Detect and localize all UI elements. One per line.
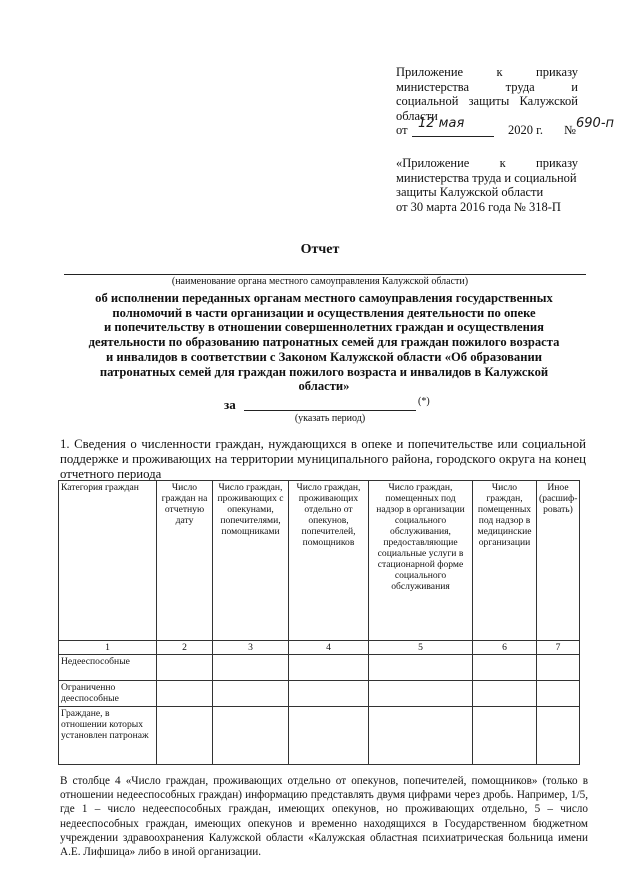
data-cell[interactable]: [369, 655, 473, 681]
table-row: [59, 655, 580, 681]
data-cell[interactable]: [157, 655, 213, 681]
column-4-note: В столбце 4 «Число граждан, проживающих отдельно от опекунов, попечителей, помощников» (только в отношении недееспособных граждан) информацию представлять двумя цифрами через дробь. Например, 1/5, где 1 – число недееспособных граждан, имеющих опекунов, но проживающих отдельно, 5 – число недееспособных граждан, имеющих опекунов и временно находящихся в Государственном бюджетном учреждении здравоохранения Калужской области «Калужская областная психиатрическая больница имени А.Е. Лифшица» либо в иной организации.: [60, 775, 588, 859]
subject-line: патронатных семей для граждан пожилого возраста и инвалидов в Калужской: [99, 364, 549, 379]
header-category: Категория граждан: [59, 481, 157, 641]
quoted-line: министерства труда и социальной: [396, 170, 577, 185]
subject-line: об исполнении переданных органам местного самоуправления государственных: [95, 291, 553, 305]
data-cell[interactable]: [537, 707, 580, 765]
appendix-line: министерства труда и: [396, 79, 578, 94]
data-cell[interactable]: [157, 681, 213, 707]
data-cell[interactable]: [369, 681, 473, 707]
population-table: [58, 480, 580, 765]
number-prefix: №: [564, 123, 576, 137]
appendix-line: Приложение к приказу: [396, 65, 578, 79]
page-title: Отчет: [300, 242, 340, 257]
header-social-institutions: Число граждан, помещенных под надзор в организации социального обслуживания, предоставляющие социальные услуги в стационарной форме социального обслуживания: [369, 481, 473, 641]
column-number: 5: [369, 641, 473, 655]
table-number-row: [59, 641, 580, 655]
subject-line: и попечительству в отношении совершеннолетних граждан и осуществления: [104, 320, 544, 335]
period-underline: [244, 410, 416, 411]
data-cell[interactable]: [289, 655, 369, 681]
appendix-line: социальной защиты Калужской: [396, 94, 578, 108]
data-cell[interactable]: [537, 655, 580, 681]
year: 2020 г.: [508, 123, 543, 137]
header-separate: Число граждан, проживающих отдельно от опекунов, попечителей, помощников: [289, 481, 369, 641]
data-cell[interactable]: [369, 707, 473, 765]
data-cell[interactable]: [537, 681, 580, 707]
data-cell[interactable]: [213, 707, 289, 765]
report-subject: [60, 291, 588, 394]
column-number: 7: [537, 641, 580, 655]
period-prefix: за: [224, 397, 236, 412]
table-row: [59, 681, 580, 707]
quoted-line: от 30 марта 2016 года № 318-П: [396, 199, 561, 214]
quoted-line: защиты Калужской области: [396, 185, 544, 199]
column-number: 4: [289, 641, 369, 655]
appendix-line: области: [396, 108, 438, 123]
period-footnote: (*): [418, 396, 430, 407]
data-cell[interactable]: [289, 707, 369, 765]
column-number: 2: [157, 641, 213, 655]
column-number: 1: [59, 641, 157, 655]
table-row: [59, 707, 580, 765]
row-label: Граждане, в отношении которых установлен патронаж: [59, 707, 157, 765]
appendix-block: [396, 65, 578, 123]
org-caption: (наименование органа местного самоуправления Калужской области): [171, 276, 469, 287]
data-cell[interactable]: [473, 681, 537, 707]
period-caption: (указать период): [294, 413, 366, 424]
data-cell[interactable]: [289, 681, 369, 707]
subject-line: деятельности по образованию патронатных семей для граждан пожилого возраста: [88, 335, 560, 350]
date-prefix: от: [396, 123, 408, 137]
order-date-line: [396, 116, 626, 139]
header-medical: Число граждан, помещенных под надзор в медицинские организации: [473, 481, 537, 641]
subject-line: полномочий в части организации и осуществления деятельности по опеке: [112, 305, 536, 320]
quoted-line: «Приложение к приказу: [396, 156, 578, 170]
header-with-guardians: Число граждан, проживающих с опекунами, попечителями, помощниками: [213, 481, 289, 641]
subject-line: области»: [298, 379, 350, 394]
data-cell[interactable]: [213, 681, 289, 707]
column-number: 3: [213, 641, 289, 655]
data-cell[interactable]: [213, 655, 289, 681]
data-cell[interactable]: [473, 655, 537, 681]
data-cell[interactable]: [473, 707, 537, 765]
header-total: Число граждан на отчетную дату: [157, 481, 213, 641]
handwritten-date: 12 мая: [418, 116, 465, 131]
row-label: Ограниченно дееспособные: [59, 681, 157, 707]
data-cell[interactable]: [157, 707, 213, 765]
quoted-appendix-block: [396, 156, 578, 214]
date-underline: [412, 136, 494, 137]
table-header-row: [59, 481, 580, 641]
subject-line: и инвалидов в соответствии с Законом Калужской области «Об образовании: [106, 349, 542, 364]
handwritten-number: 690-п: [576, 116, 615, 131]
row-label: Недееспособные: [59, 655, 157, 681]
section-1-text: 1. Сведения о численности граждан, нуждающихся в опеке и попечительстве или социальной поддержке и проживающих на территории муниципального района, городского округа на конец отчетного периода: [60, 437, 586, 481]
column-number: 6: [473, 641, 537, 655]
header-other: Иное (расшиф-ровать): [537, 481, 580, 641]
org-name-underline: [64, 274, 586, 275]
